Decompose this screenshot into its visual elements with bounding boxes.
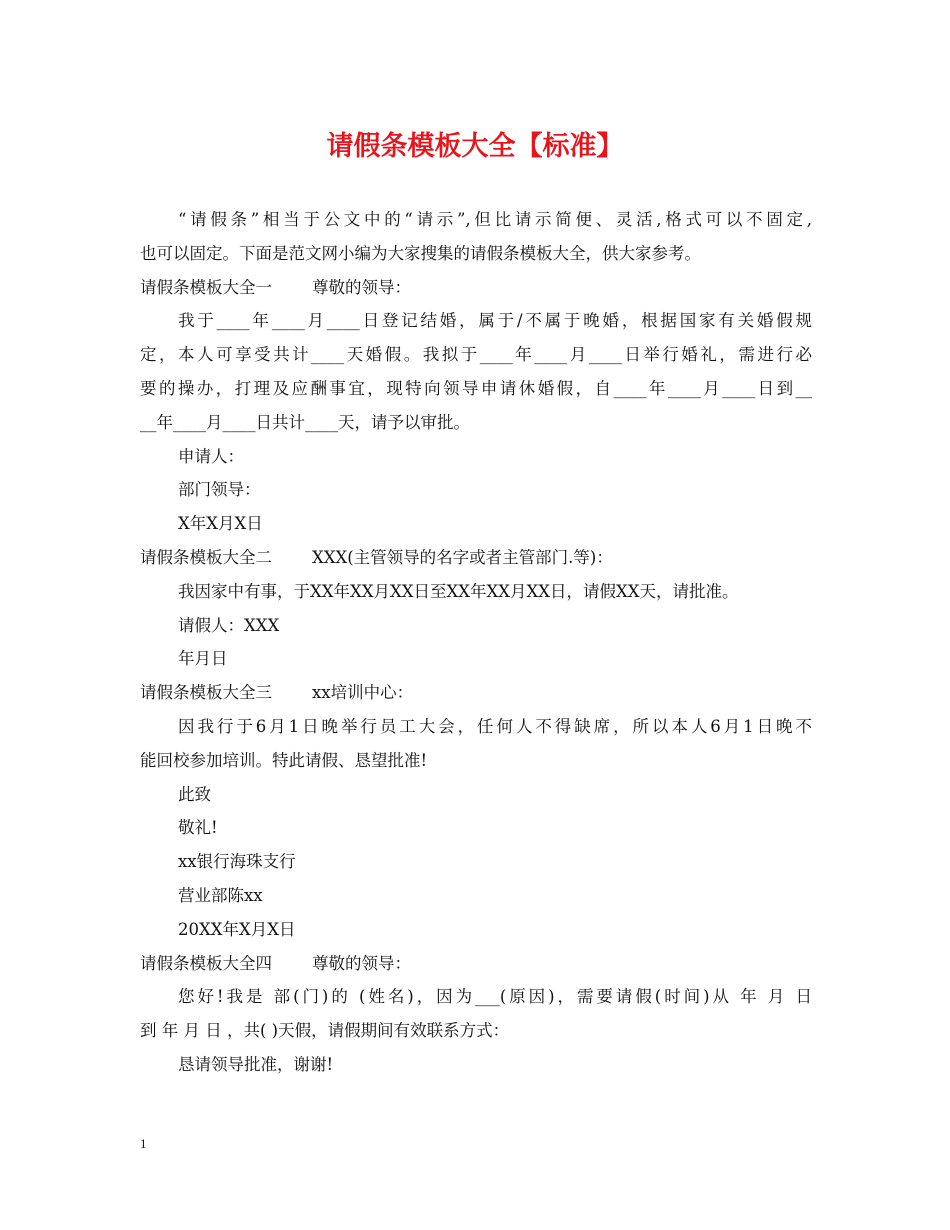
intro-line-2: 也可以固定。下面是范文网小编为大家搜集的请假条模板大全，供大家参考。 xyxy=(140,243,701,263)
closing-line-1: 此致 xyxy=(178,784,211,804)
date-line: X年X月X日 xyxy=(178,514,263,534)
general-leave-line-2: 到 年 月 日 ，共( )天假，请假期间有效联系方式： xyxy=(140,1021,510,1041)
department-leader-line: 部门领导： xyxy=(178,480,261,500)
section-heading-3 xyxy=(140,676,812,710)
general-leave-line-1: 您好!我是 部(门)的 (姓名)，因为___(原因)，需要请假(时间)从 年 月 日 xyxy=(178,987,812,1007)
document-body xyxy=(140,203,812,1082)
family-leave-line: 我因家中有事，于XX年XX月XX日至XX年XX月XX日，请假XX天，请批准。 xyxy=(178,581,739,601)
section-heading-1 xyxy=(140,271,812,305)
section-title: 请假条模板大全三 xyxy=(140,683,272,703)
marriage-leave-line-1: 我于____年____月____日登记结婚，属于/不属于晚婚，根据国家有关婚假规 xyxy=(178,311,812,331)
signature-name: 营业部陈xx xyxy=(178,885,263,905)
marriage-leave-line-2: 定，本人可享受共计____天婚假。我拟于____年____月____日举行婚礼，需进行必 xyxy=(140,345,812,365)
date-line: 20XX年X月X日 xyxy=(178,919,296,939)
page-number: 1 xyxy=(140,1136,147,1151)
section-salutation: XXX(主管领导的名字或者主管部门.等)： xyxy=(312,547,613,567)
section-heading-2 xyxy=(140,541,812,575)
section-salutation: xx培训中心： xyxy=(312,683,414,703)
closing-line-2: 敬礼! xyxy=(178,818,218,838)
section-heading-4 xyxy=(140,947,812,981)
intro-line-1: “请假条”相当于公文中的“请示”,但比请示简便、灵活,格式可以不固定, xyxy=(178,210,812,229)
general-leave-line-3: 恳请领导批准，谢谢! xyxy=(178,1054,334,1074)
section-salutation: 尊敬的领导： xyxy=(312,953,411,973)
section-title: 请假条模板大全四 xyxy=(140,953,272,973)
section-title: 请假条模板大全二 xyxy=(140,547,272,567)
section-title: 请假条模板大全一 xyxy=(140,277,272,297)
date-line: 年月日 xyxy=(178,649,228,669)
applicant-line: 申请人： xyxy=(178,446,244,466)
training-leave-line-1: 因我行于6月1日晚举行员工大会，任何人不得缺席，所以本人6月1日晚不 xyxy=(178,716,812,736)
marriage-leave-line-4: __年____月____日共计____天，请予以审批。 xyxy=(140,412,470,432)
marriage-leave-line-3: 要的操办，打理及应酬事宜，现特向领导申请休婚假，自____年____月____日到__ xyxy=(140,378,812,398)
training-leave-line-2: 能回校参加培训。特此请假、恳望批准! xyxy=(140,750,428,770)
requester-line: 请假人：XXX xyxy=(178,615,280,635)
section-salutation: 尊敬的领导： xyxy=(312,277,411,297)
document-title: 请假条模板大全【标准】 xyxy=(326,131,624,162)
signature-bank: xx银行海珠支行 xyxy=(178,852,296,872)
